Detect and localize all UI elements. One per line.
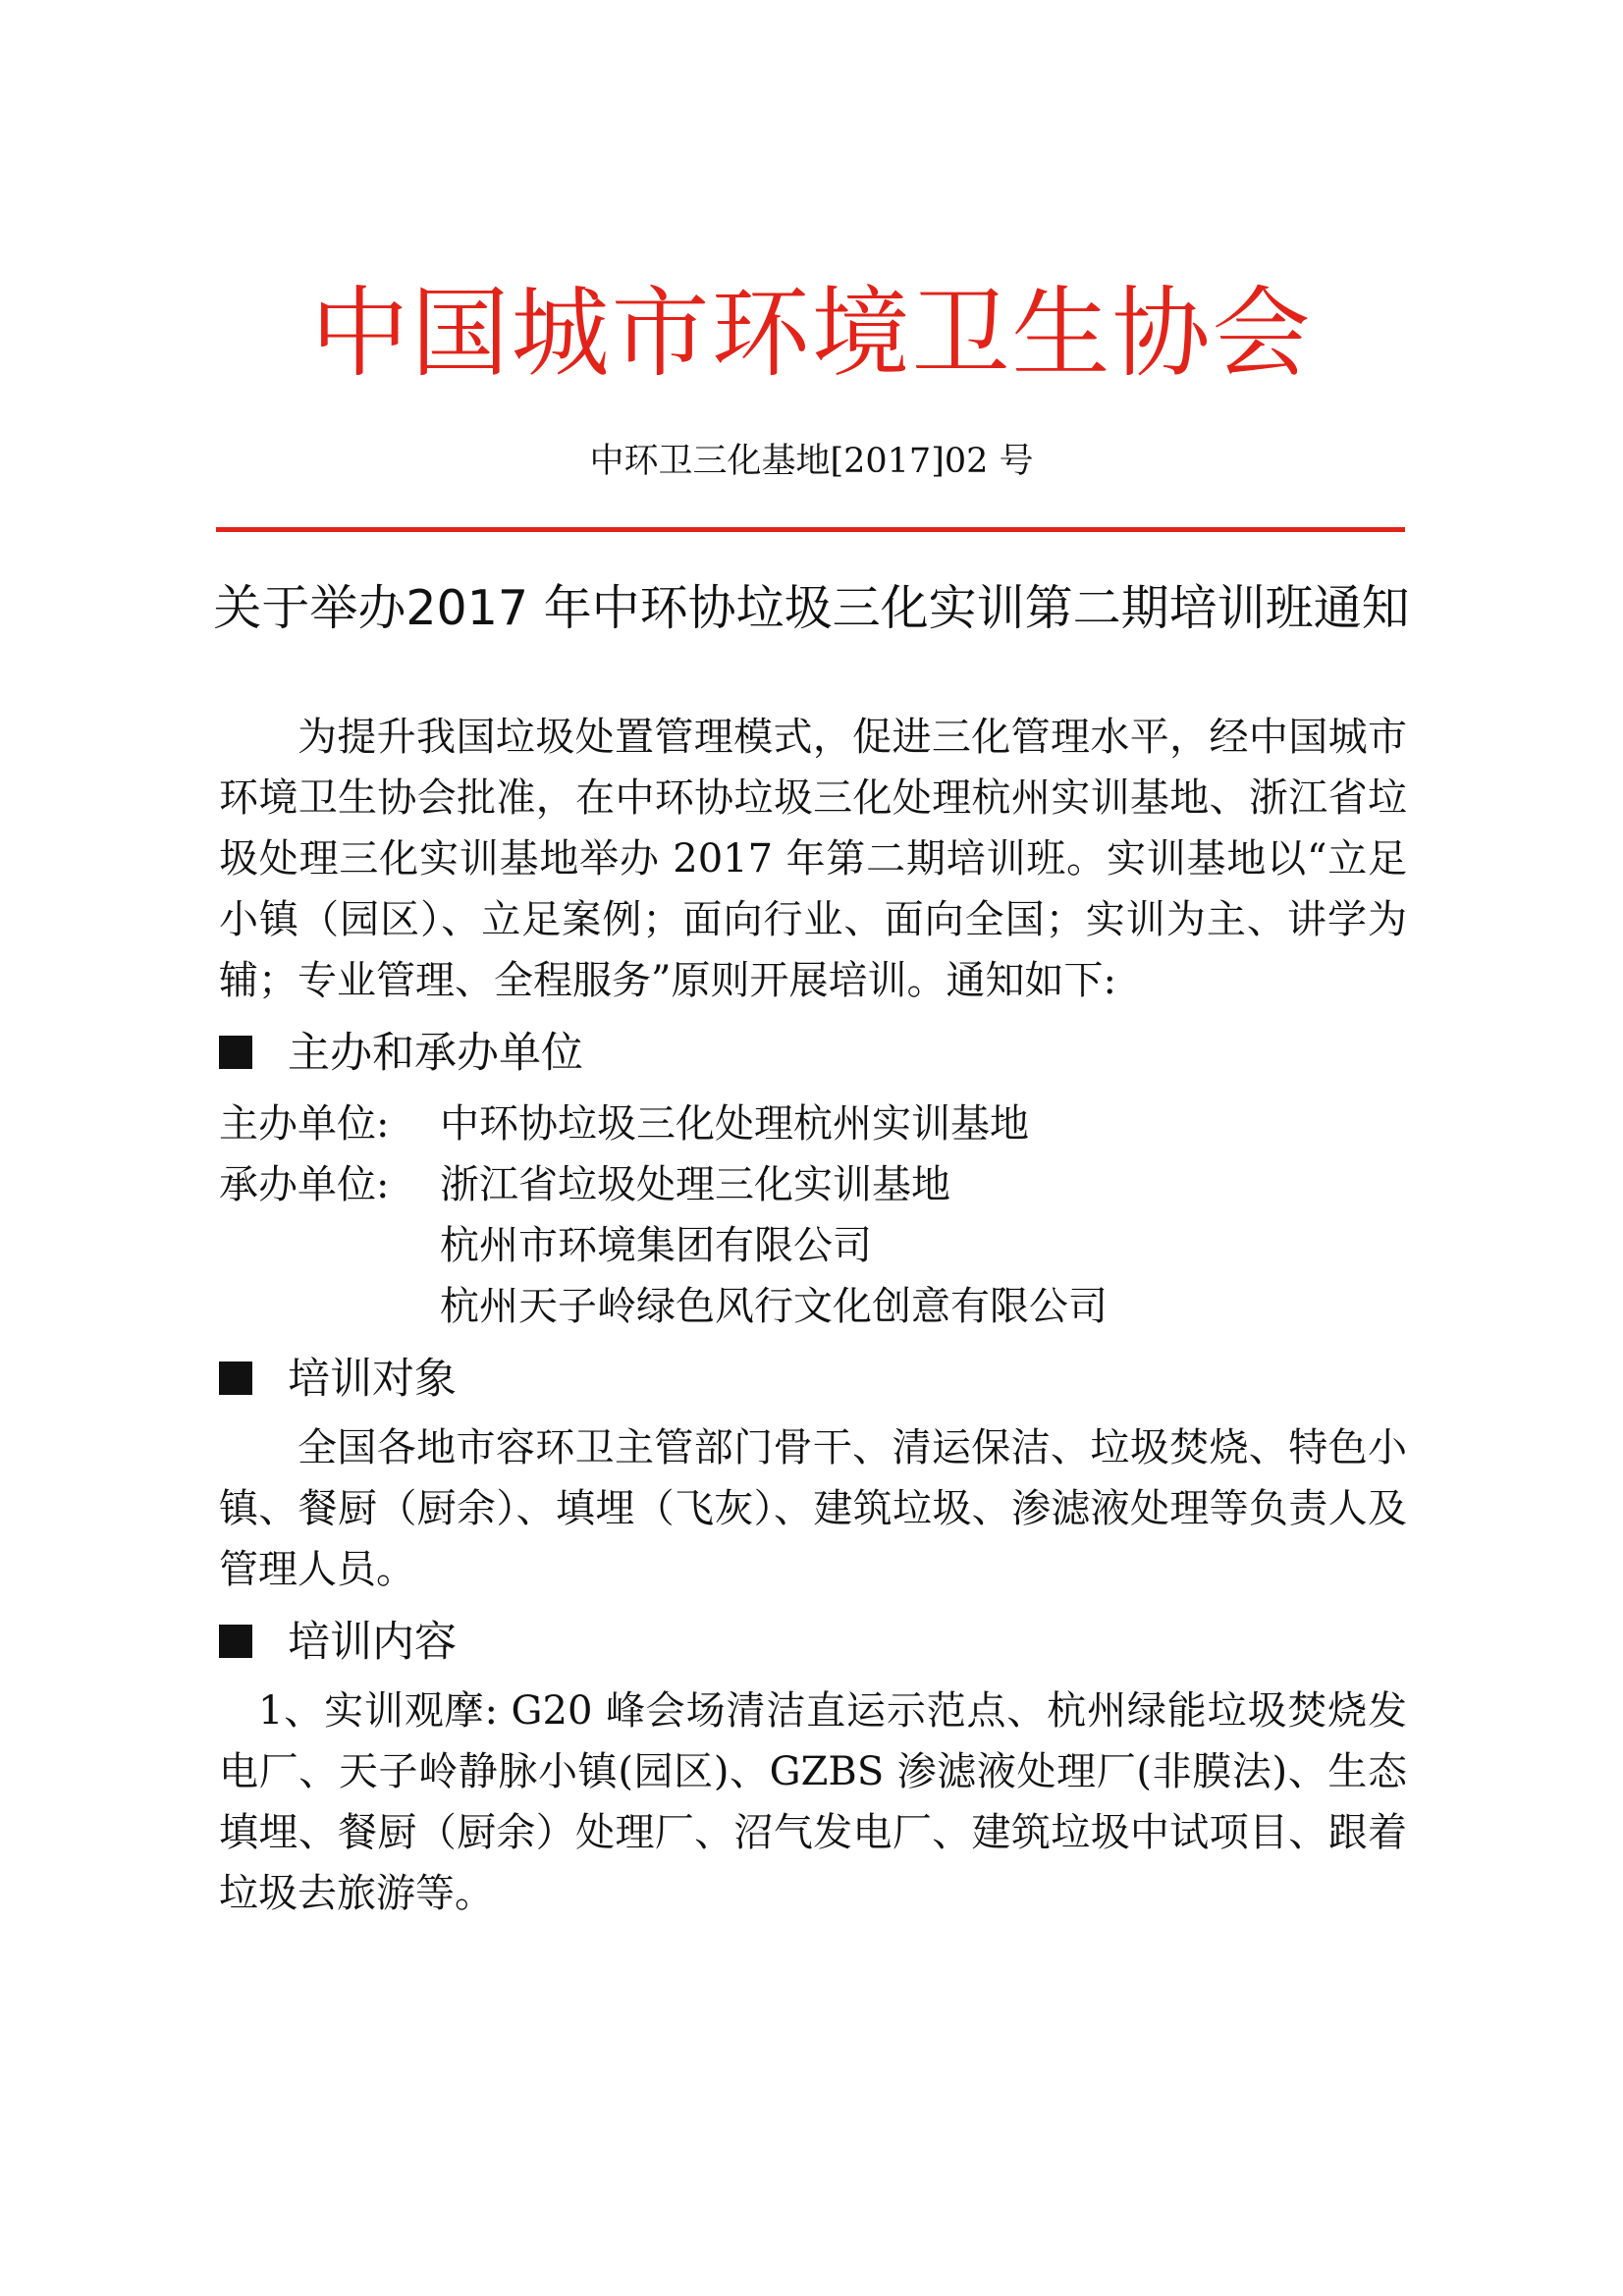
notice-title: 关于举办2017 年中环协垃圾三化实训第二期培训班通知 bbox=[213, 580, 1410, 636]
host-value: 中环协垃圾三化处理杭州实训基地 bbox=[440, 1101, 1029, 1147]
section-heading-audience bbox=[219, 1345, 1407, 1414]
content-item-1: 1、实训观摩: G20 峰会场清洁直运示范点、杭州绿能垃圾焚烧发电厂、天子岭静脉小镇(园区)、GZBS 渗滤液处理厂(非膜法)、生态填埋、餐厨（厨余）处理厂、沼气发电厂、建筑垃圾中试项目、跟着垃圾去旅游等。 bbox=[219, 1688, 1407, 1916]
masthead-org-name: 中国城市环境卫生协会 bbox=[310, 276, 1313, 391]
section-heading-label: 培训对象 bbox=[288, 1355, 457, 1404]
intro-paragraph: 为提升我国垃圾处置管理模式，促进三化管理水平，经中国城市环境卫生协会批准，在中环协垃圾三化处理杭州实训基地、浙江省垃圾处理三化实训基地举办 2017 年第二期培训班。实训基地以“立足小镇（园区）、立足案例；面向行业、面向全国；实训为主、讲学为辅；专业管理、全程服务”原则开展培训。通知如下: bbox=[219, 715, 1407, 1003]
co-organizer-value: 杭州市环境集团有限公司 bbox=[440, 1223, 872, 1268]
square-bullet-icon bbox=[219, 1362, 252, 1395]
section-heading-label: 培训内容 bbox=[288, 1618, 457, 1667]
co-organizer-value: 浙江省垃圾处理三化实训基地 bbox=[440, 1162, 950, 1207]
co-organizer-row bbox=[219, 1276, 1108, 1337]
co-organizer-row bbox=[219, 1154, 1108, 1215]
co-organizer-value: 杭州天子岭绿色风行文化创意有限公司 bbox=[440, 1284, 1108, 1329]
section-heading-content bbox=[219, 1608, 1407, 1677]
audience-paragraph: 全国各地市容环卫主管部门骨干、清运保洁、垃圾焚烧、特色小镇、餐厨（厨余）、填埋（飞灰）、建筑垃圾、渗滤液处理等负责人及管理人员。 bbox=[219, 1425, 1407, 1592]
organizers-table bbox=[219, 1094, 1108, 1337]
section-heading-label: 主办和承办单位 bbox=[288, 1029, 583, 1078]
section-heading-organizers bbox=[219, 1019, 1407, 1088]
host-row bbox=[219, 1094, 1108, 1154]
co-organizer-row bbox=[219, 1215, 1108, 1276]
square-bullet-icon bbox=[219, 1625, 252, 1658]
red-divider-rule bbox=[216, 527, 1405, 532]
document-number: 中环卫三化基地[2017]02 号 bbox=[589, 442, 1034, 481]
host-label: 主办单位: bbox=[219, 1101, 390, 1147]
co-organizer-label: 承办单位: bbox=[219, 1162, 390, 1207]
notice-body bbox=[219, 707, 1407, 1924]
square-bullet-icon bbox=[219, 1036, 252, 1069]
